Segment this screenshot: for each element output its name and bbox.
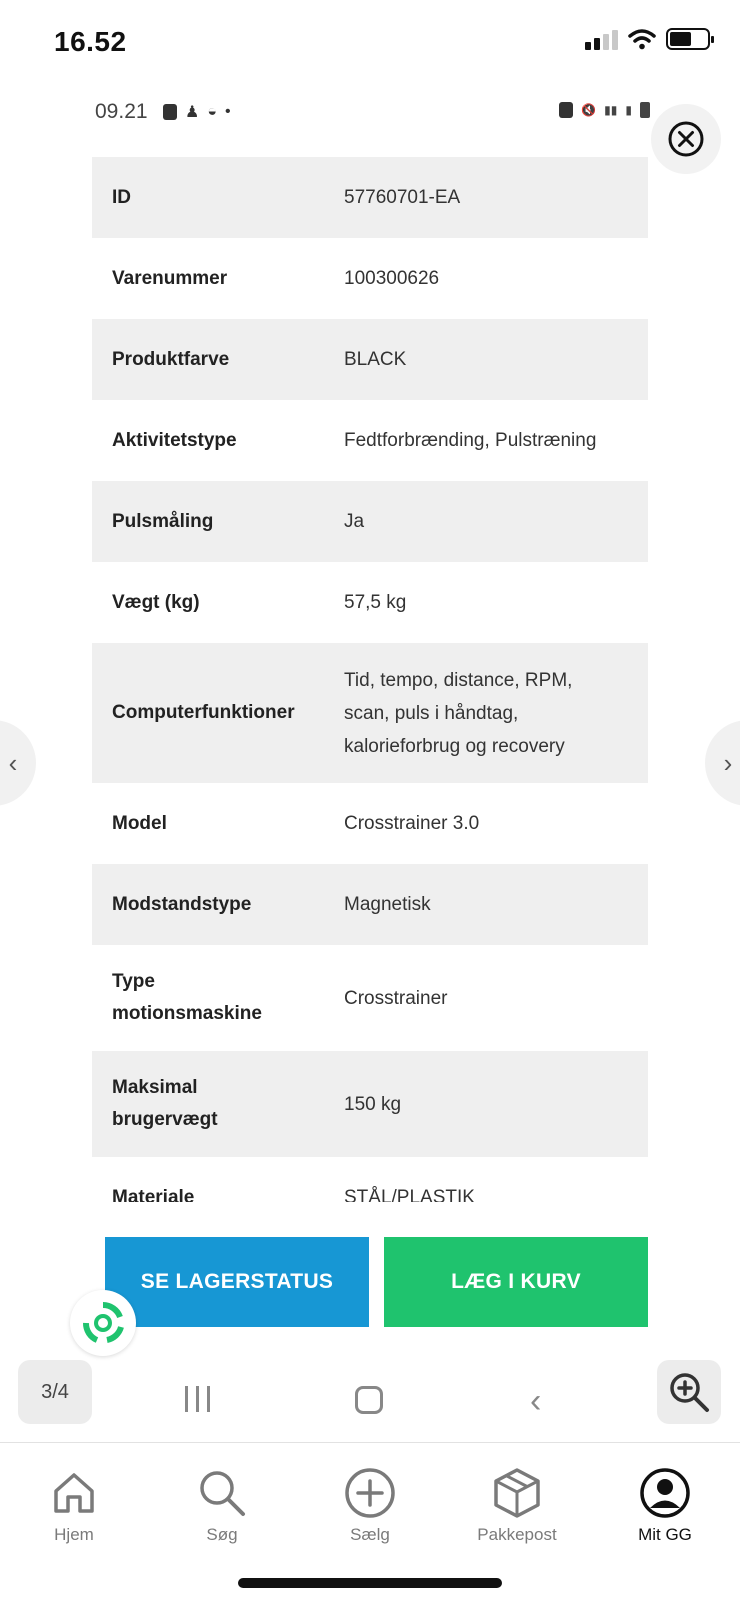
ios-clock: 16.52 bbox=[54, 26, 127, 57]
spec-value: Crosstrainer 3.0 bbox=[344, 813, 480, 834]
previous-image-button[interactable] bbox=[0, 720, 36, 806]
spec-label: Vægt (kg) bbox=[112, 591, 200, 613]
figure-icon: ♟ bbox=[185, 104, 200, 121]
inner-battery-icon bbox=[640, 102, 650, 118]
spec-value: 150 kg bbox=[344, 1093, 402, 1115]
spec-row-modstandstype bbox=[92, 864, 648, 945]
home-indicator bbox=[238, 1578, 502, 1588]
tab-sell[interactable] bbox=[310, 1465, 430, 1545]
spec-label: Aktivitetstype bbox=[112, 429, 237, 451]
volte-icon: ▮▮ bbox=[604, 103, 618, 117]
spec-label: Varenummer bbox=[112, 267, 228, 289]
spec-row-aktivitetstype bbox=[92, 400, 648, 481]
inner-status-bar bbox=[95, 98, 650, 130]
gallery-icon bbox=[163, 104, 177, 120]
inner-clock: 09.21 bbox=[95, 100, 148, 123]
spec-label: Produktfarve bbox=[112, 348, 230, 370]
tab-label: Mit GG bbox=[638, 1525, 692, 1544]
close-icon bbox=[666, 119, 706, 159]
spec-value: 57760701-EA bbox=[344, 187, 461, 208]
spec-value: Magnetisk bbox=[344, 894, 431, 915]
recycle-badge[interactable] bbox=[70, 1290, 136, 1356]
tab-label: Sælg bbox=[350, 1525, 390, 1544]
spec-value: STÅL/PLASTIK bbox=[344, 1187, 475, 1202]
spec-label: Pulsmåling bbox=[112, 510, 214, 532]
recycle-icon bbox=[79, 1299, 127, 1347]
wifi-icon bbox=[628, 28, 656, 50]
spec-label: Materiale bbox=[112, 1186, 195, 1202]
spec-row-maksimal-brugervaegt bbox=[92, 1051, 648, 1157]
recents-icon bbox=[185, 1386, 210, 1412]
tab-search[interactable] bbox=[162, 1465, 282, 1545]
bottom-tab-bar bbox=[0, 1442, 740, 1600]
tab-label: Søg bbox=[206, 1525, 238, 1544]
plus-circle-icon bbox=[344, 1467, 396, 1519]
spec-label: Maksimal brugervægt bbox=[112, 1077, 218, 1130]
spec-row-materiale bbox=[92, 1157, 648, 1202]
battery-icon bbox=[666, 28, 710, 50]
back-chevron-icon: ‹ bbox=[530, 1382, 542, 1420]
add-to-cart-button[interactable]: LÆG I KURV bbox=[384, 1237, 648, 1327]
package-icon bbox=[492, 1467, 542, 1519]
alarm-icon bbox=[559, 102, 573, 118]
spec-value: BLACK bbox=[344, 349, 407, 370]
spec-row-computerfunktioner bbox=[92, 643, 648, 783]
more-dot: • bbox=[225, 103, 231, 120]
ios-status-bar bbox=[0, 0, 740, 90]
spec-row-varenummer bbox=[92, 238, 648, 319]
spec-value: Tid, tempo, distance, RPM, scan, puls i håndtag, kalorieforbrug og recovery bbox=[344, 669, 573, 757]
mute-icon: 🔇 bbox=[581, 103, 597, 117]
chevron-right-icon: › bbox=[723, 747, 733, 778]
cellular-signal-icon bbox=[585, 28, 618, 50]
spec-label: Model bbox=[112, 812, 167, 834]
spec-value: Fedtforbrænding, Pulstræning bbox=[344, 430, 597, 451]
see-stock-status-button[interactable]: SE LAGERSTATUS bbox=[105, 1237, 369, 1327]
spec-table bbox=[92, 157, 648, 1202]
android-nav-bar bbox=[180, 1378, 560, 1422]
inner-system-icons bbox=[559, 102, 650, 118]
spec-value: 57,5 kg bbox=[344, 592, 407, 613]
spec-label: ID bbox=[112, 186, 131, 208]
chevron-left-icon: ‹ bbox=[8, 747, 18, 778]
next-image-button[interactable] bbox=[705, 720, 740, 806]
spec-row-produktfarve bbox=[92, 319, 648, 400]
spec-row-vaegt bbox=[92, 562, 648, 643]
network-icon: ▮ bbox=[625, 103, 632, 117]
close-button[interactable] bbox=[651, 104, 721, 174]
spec-label: Type motionsmaskine bbox=[112, 971, 262, 1024]
home-square-icon bbox=[355, 1386, 383, 1414]
bowl-icon: ◒ bbox=[207, 103, 218, 120]
spec-value: 100300626 bbox=[344, 268, 440, 289]
inner-notification-icons bbox=[163, 102, 231, 122]
spec-label: Modstandstype bbox=[112, 893, 252, 915]
search-icon bbox=[197, 1468, 247, 1518]
tab-label: Pakkepost bbox=[477, 1525, 557, 1544]
tab-home[interactable] bbox=[14, 1465, 134, 1545]
zoom-button[interactable] bbox=[657, 1360, 721, 1424]
user-circle-icon bbox=[639, 1467, 691, 1519]
spec-row-type-motionsmaskine bbox=[92, 945, 648, 1051]
tab-package[interactable] bbox=[457, 1465, 577, 1545]
tab-my-gg[interactable] bbox=[605, 1465, 725, 1545]
zoom-in-icon bbox=[667, 1370, 711, 1414]
spec-row-pulsmaaling bbox=[92, 481, 648, 562]
spec-label: Computerfunktioner bbox=[112, 702, 295, 723]
spec-row-id bbox=[92, 157, 648, 238]
image-page-counter: 3/4 bbox=[18, 1360, 92, 1424]
ios-status-icons bbox=[585, 28, 710, 50]
tab-label: Hjem bbox=[54, 1525, 94, 1544]
spec-row-model bbox=[92, 783, 648, 864]
home-icon bbox=[50, 1469, 98, 1517]
spec-value: Ja bbox=[344, 511, 365, 532]
spec-value: Crosstrainer bbox=[344, 987, 448, 1009]
